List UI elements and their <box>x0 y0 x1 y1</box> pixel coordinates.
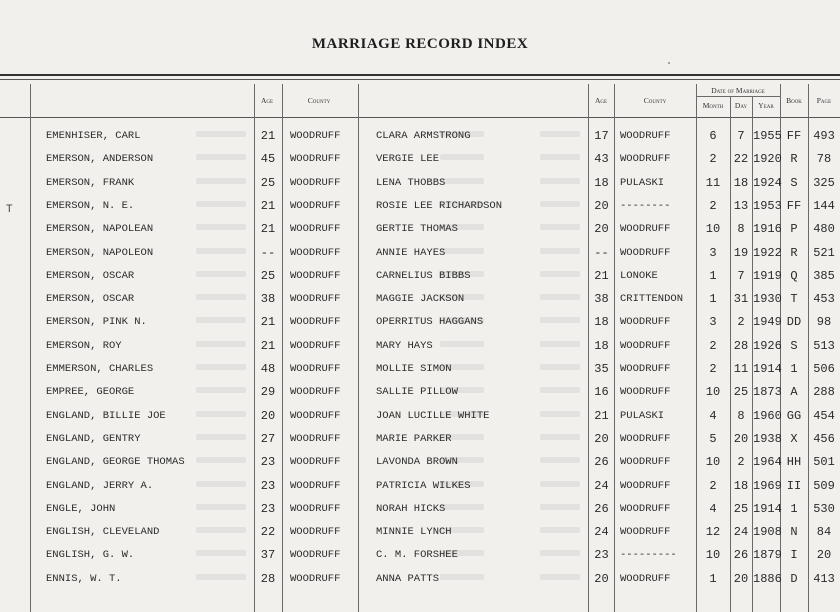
page: 521 <box>813 246 835 260</box>
bride-county: WOODRUFF <box>620 153 671 165</box>
year: 1953 <box>753 199 782 213</box>
table-row <box>0 124 840 147</box>
day: 8 <box>737 409 745 423</box>
table-row <box>0 404 840 427</box>
book: FF <box>786 129 802 143</box>
bride-age: 21 <box>594 409 609 423</box>
groom-county: WOODRUFF <box>290 247 341 259</box>
year: 1969 <box>753 479 782 493</box>
month: 3 <box>709 315 717 329</box>
page: 509 <box>813 479 835 493</box>
groom-age: 38 <box>260 292 276 306</box>
bride-name: JOAN LUCILLE WHITE <box>376 410 490 422</box>
groom-county: WOODRUFF <box>290 270 341 282</box>
header-bride-county: County <box>643 96 667 105</box>
groom-name: EMMERSON, CHARLES <box>46 363 154 375</box>
page: 493 <box>813 129 835 143</box>
groom-county: WOODRUFF <box>290 526 341 538</box>
table-row <box>0 310 840 333</box>
month: 2 <box>709 362 717 376</box>
page: 501 <box>813 455 835 469</box>
book: GG <box>786 409 802 423</box>
groom-name: ENGLAND, GEORGE THOMAS <box>46 456 185 468</box>
book: T <box>790 292 798 306</box>
book: A <box>790 385 798 399</box>
book: D <box>790 572 798 586</box>
speck <box>668 62 670 64</box>
book: FF <box>786 199 802 213</box>
month: 2 <box>709 339 717 353</box>
groom-age: 21 <box>260 315 276 329</box>
book: DD <box>786 315 802 329</box>
groom-age: 48 <box>260 362 276 376</box>
groom-name: EMPREE, GEORGE <box>46 386 135 398</box>
bride-name: PATRICIA WILKES <box>376 480 471 492</box>
month: 10 <box>705 385 721 399</box>
groom-name: ENGLAND, GENTRY <box>46 433 141 445</box>
bride-age: 26 <box>594 502 609 516</box>
day: 31 <box>733 292 749 306</box>
year: 1960 <box>753 409 782 423</box>
margin-mark: T <box>6 204 13 216</box>
groom-county: WOODRUFF <box>290 410 341 422</box>
year: 1916 <box>753 222 782 236</box>
groom-age: 21 <box>260 199 276 213</box>
book: S <box>790 176 798 190</box>
groom-name: EMERSON, NAPOLEON <box>46 247 154 259</box>
groom-county: WOODRUFF <box>290 456 341 468</box>
table-row <box>0 147 840 170</box>
groom-county: WOODRUFF <box>290 386 341 398</box>
table-row <box>0 543 840 566</box>
header-month: Month <box>702 101 724 110</box>
bride-age: 17 <box>594 129 609 143</box>
table-row <box>0 450 840 473</box>
book: X <box>790 432 798 446</box>
header-bride-age: Age <box>594 96 608 105</box>
groom-county: WOODRUFF <box>290 340 341 352</box>
groom-county: WOODRUFF <box>290 316 341 328</box>
day: 25 <box>733 385 749 399</box>
month: 5 <box>709 432 717 446</box>
bride-county: LONOKE <box>620 270 658 282</box>
groom-name: ENGLAND, JERRY A. <box>46 480 154 492</box>
page: 454 <box>813 409 835 423</box>
day: 7 <box>737 129 745 143</box>
groom-age: 23 <box>260 455 276 469</box>
day: 20 <box>733 432 749 446</box>
month: 4 <box>709 409 717 423</box>
page: 456 <box>813 432 835 446</box>
day: 19 <box>733 246 749 260</box>
bride-age: 35 <box>594 362 609 376</box>
bride-county: WOODRUFF <box>620 340 671 352</box>
month: 10 <box>705 222 721 236</box>
month: 10 <box>705 548 721 562</box>
bride-age: 21 <box>594 269 609 283</box>
page: 413 <box>813 572 835 586</box>
bride-name: ANNA PATTS <box>376 573 440 585</box>
header-rule <box>0 117 840 118</box>
groom-name: EMERSON, PINK N. <box>46 316 147 328</box>
book: S <box>790 339 798 353</box>
groom-age: 23 <box>260 479 276 493</box>
page: 20 <box>816 548 832 562</box>
bride-county: WOODRUFF <box>620 130 671 142</box>
groom-name: EMERSON, OSCAR <box>46 293 135 305</box>
month: 3 <box>709 246 717 260</box>
year: 1938 <box>753 432 782 446</box>
bride-age: 20 <box>594 572 609 586</box>
bride-county: CRITTENDON <box>620 293 684 305</box>
groom-age: 21 <box>260 129 276 143</box>
bride-name: NORAH HICKS <box>376 503 446 515</box>
top-rule-2 <box>0 79 840 80</box>
year: 1930 <box>753 292 782 306</box>
bride-name: C. M. FORSHEE <box>376 549 458 561</box>
bride-county: --------- <box>620 549 677 561</box>
table-row <box>0 427 840 450</box>
bride-name: MARY HAYS <box>376 340 433 352</box>
page: 78 <box>816 152 832 166</box>
bride-name: SALLIE PILLOW <box>376 386 458 398</box>
bride-age: 24 <box>594 479 609 493</box>
page: 84 <box>816 525 832 539</box>
bride-county: PULASKI <box>620 410 665 422</box>
day: 28 <box>733 339 749 353</box>
table-row <box>0 520 840 543</box>
table-row <box>0 171 840 194</box>
bride-age: 18 <box>594 176 609 190</box>
year: 1879 <box>753 548 782 562</box>
header-page: Page <box>816 96 832 105</box>
groom-name: ENGLAND, BILLIE JOE <box>46 410 166 422</box>
day: 25 <box>733 502 749 516</box>
groom-name: EMERSON, NAPOLEAN <box>46 223 154 235</box>
table-row <box>0 567 840 590</box>
groom-county: WOODRUFF <box>290 293 341 305</box>
groom-name: EMENHISER, CARL <box>46 130 141 142</box>
table-row <box>0 287 840 310</box>
groom-county: WOODRUFF <box>290 363 341 375</box>
page: 506 <box>813 362 835 376</box>
month: 1 <box>709 269 717 283</box>
book: R <box>790 246 798 260</box>
bride-county: WOODRUFF <box>620 503 671 515</box>
year: 1920 <box>753 152 782 166</box>
bride-name: LAVONDA BROWN <box>376 456 458 468</box>
book: R <box>790 152 798 166</box>
groom-age: 37 <box>260 548 276 562</box>
year: 1924 <box>753 176 782 190</box>
bride-county: WOODRUFF <box>620 386 671 398</box>
groom-county: WOODRUFF <box>290 433 341 445</box>
table-row <box>0 497 840 520</box>
year: 1886 <box>753 572 782 586</box>
day: 22 <box>733 152 749 166</box>
bride-name: ROSIE LEE RICHARDSON <box>376 200 503 212</box>
month: 6 <box>709 129 717 143</box>
day: 11 <box>733 362 749 376</box>
book: N <box>790 525 798 539</box>
bride-age: 18 <box>594 315 609 329</box>
bride-age: 18 <box>594 339 609 353</box>
table-row <box>0 380 840 403</box>
groom-age: 21 <box>260 222 276 236</box>
bride-age: 38 <box>594 292 609 306</box>
groom-name: EMERSON, FRANK <box>46 177 135 189</box>
page: 385 <box>813 269 835 283</box>
groom-age: 25 <box>260 269 276 283</box>
book: 1 <box>790 362 798 376</box>
year: 1926 <box>753 339 782 353</box>
day: 2 <box>737 315 745 329</box>
groom-county: WOODRUFF <box>290 130 341 142</box>
groom-age: -- <box>260 246 276 260</box>
page: 325 <box>813 176 835 190</box>
header-book: Book <box>786 96 802 105</box>
bride-age: 24 <box>594 525 609 539</box>
groom-name: EMERSON, ANDERSON <box>46 153 154 165</box>
groom-name: ENGLISH, CLEVELAND <box>46 526 160 538</box>
page: 513 <box>813 339 835 353</box>
month: 1 <box>709 292 717 306</box>
year: 1873 <box>753 385 782 399</box>
bride-age: 16 <box>594 385 609 399</box>
day: 26 <box>733 548 749 562</box>
table-row <box>0 357 840 380</box>
book: I <box>790 548 798 562</box>
groom-county: WOODRUFF <box>290 200 341 212</box>
bride-county: -------- <box>620 200 671 212</box>
year: 1914 <box>753 502 782 516</box>
day: 18 <box>733 176 749 190</box>
bride-county: WOODRUFF <box>620 526 671 538</box>
page: 453 <box>813 292 835 306</box>
year: 1919 <box>753 269 782 283</box>
groom-age: 25 <box>260 176 276 190</box>
date-subheader-rule <box>696 96 780 97</box>
groom-name: ENGLE, JOHN <box>46 503 116 515</box>
bride-name: MAGGIE JACKSON <box>376 293 465 305</box>
bride-county: WOODRUFF <box>620 480 671 492</box>
month: 2 <box>709 199 717 213</box>
bride-age: 43 <box>594 152 609 166</box>
bride-county: WOODRUFF <box>620 223 671 235</box>
book: 1 <box>790 502 798 516</box>
bride-name: ANNIE HAYES <box>376 247 446 259</box>
bride-age: 20 <box>594 199 609 213</box>
header-county: County <box>307 96 331 105</box>
bride-name: MARIE PARKER <box>376 433 452 445</box>
page-title: MARRIAGE RECORD INDEX <box>311 36 529 52</box>
table-row <box>0 264 840 287</box>
groom-county: WOODRUFF <box>290 223 341 235</box>
month: 11 <box>705 176 721 190</box>
groom-county: WOODRUFF <box>290 503 341 515</box>
day: 24 <box>733 525 749 539</box>
bride-age: 23 <box>594 548 609 562</box>
bride-county: WOODRUFF <box>620 316 671 328</box>
bride-name: MOLLIE SIMON <box>376 363 452 375</box>
bride-county: WOODRUFF <box>620 456 671 468</box>
bride-county: PULASKI <box>620 177 665 189</box>
year: 1908 <box>753 525 782 539</box>
bride-age: 20 <box>594 432 609 446</box>
bride-name: MINNIE LYNCH <box>376 526 452 538</box>
bride-county: WOODRUFF <box>620 573 671 585</box>
day: 18 <box>733 479 749 493</box>
groom-name: ENGLISH, G. W. <box>46 549 135 561</box>
month: 1 <box>709 572 717 586</box>
book: P <box>790 222 798 236</box>
day: 8 <box>737 222 745 236</box>
page: 144 <box>813 199 835 213</box>
table-row <box>0 334 840 357</box>
month: 10 <box>705 455 721 469</box>
bride-name: GERTIE THOMAS <box>376 223 458 235</box>
bride-age: 20 <box>594 222 609 236</box>
page: 288 <box>813 385 835 399</box>
month: 2 <box>709 152 717 166</box>
groom-age: 28 <box>260 572 276 586</box>
year: 1914 <box>753 362 782 376</box>
groom-name: EMERSON, OSCAR <box>46 270 135 282</box>
groom-age: 29 <box>260 385 276 399</box>
book: HH <box>786 455 802 469</box>
page: 98 <box>816 315 832 329</box>
groom-age: 21 <box>260 339 276 353</box>
day: 2 <box>737 455 745 469</box>
groom-name: EMERSON, ROY <box>46 340 122 352</box>
table-row <box>0 217 840 240</box>
bride-county: WOODRUFF <box>620 363 671 375</box>
bride-age: -- <box>594 246 609 260</box>
bride-name: OPERRITUS HAGGANS <box>376 316 484 328</box>
top-rule <box>0 74 840 76</box>
groom-age: 23 <box>260 502 276 516</box>
groom-county: WOODRUFF <box>290 177 341 189</box>
year: 1955 <box>753 129 782 143</box>
bride-name: CLARA ARMSTRONG <box>376 130 471 142</box>
year: 1964 <box>753 455 782 469</box>
year: 1922 <box>753 246 782 260</box>
bride-name: VERGIE LEE <box>376 153 440 165</box>
header-date-of-marriage: Date of Marriage <box>711 86 765 95</box>
groom-age: 22 <box>260 525 276 539</box>
groom-county: WOODRUFF <box>290 549 341 561</box>
month: 12 <box>705 525 721 539</box>
header-year: Year <box>758 101 774 110</box>
year: 1949 <box>753 315 782 329</box>
bride-county: WOODRUFF <box>620 433 671 445</box>
groom-name: EMERSON, N. E. <box>46 200 135 212</box>
page: 480 <box>813 222 835 236</box>
month: 4 <box>709 502 717 516</box>
table-row <box>0 241 840 264</box>
month: 2 <box>709 479 717 493</box>
groom-name: ENNIS, W. T. <box>46 573 122 585</box>
groom-age: 45 <box>260 152 276 166</box>
table-row <box>0 194 840 217</box>
day: 13 <box>733 199 749 213</box>
page: 530 <box>813 502 835 516</box>
groom-county: WOODRUFF <box>290 153 341 165</box>
bride-name: LENA THOBBS <box>376 177 446 189</box>
header-age: Age <box>260 96 274 105</box>
day: 7 <box>737 269 745 283</box>
groom-county: WOODRUFF <box>290 573 341 585</box>
book: II <box>786 479 802 493</box>
bride-age: 26 <box>594 455 609 469</box>
header-day: Day <box>734 101 748 110</box>
bride-county: WOODRUFF <box>620 247 671 259</box>
book: Q <box>790 269 798 283</box>
day: 20 <box>733 572 749 586</box>
table-row <box>0 474 840 497</box>
groom-age: 20 <box>260 409 276 423</box>
groom-age: 27 <box>260 432 276 446</box>
groom-county: WOODRUFF <box>290 480 341 492</box>
bride-name: CARNELIUS BIBBS <box>376 270 471 282</box>
